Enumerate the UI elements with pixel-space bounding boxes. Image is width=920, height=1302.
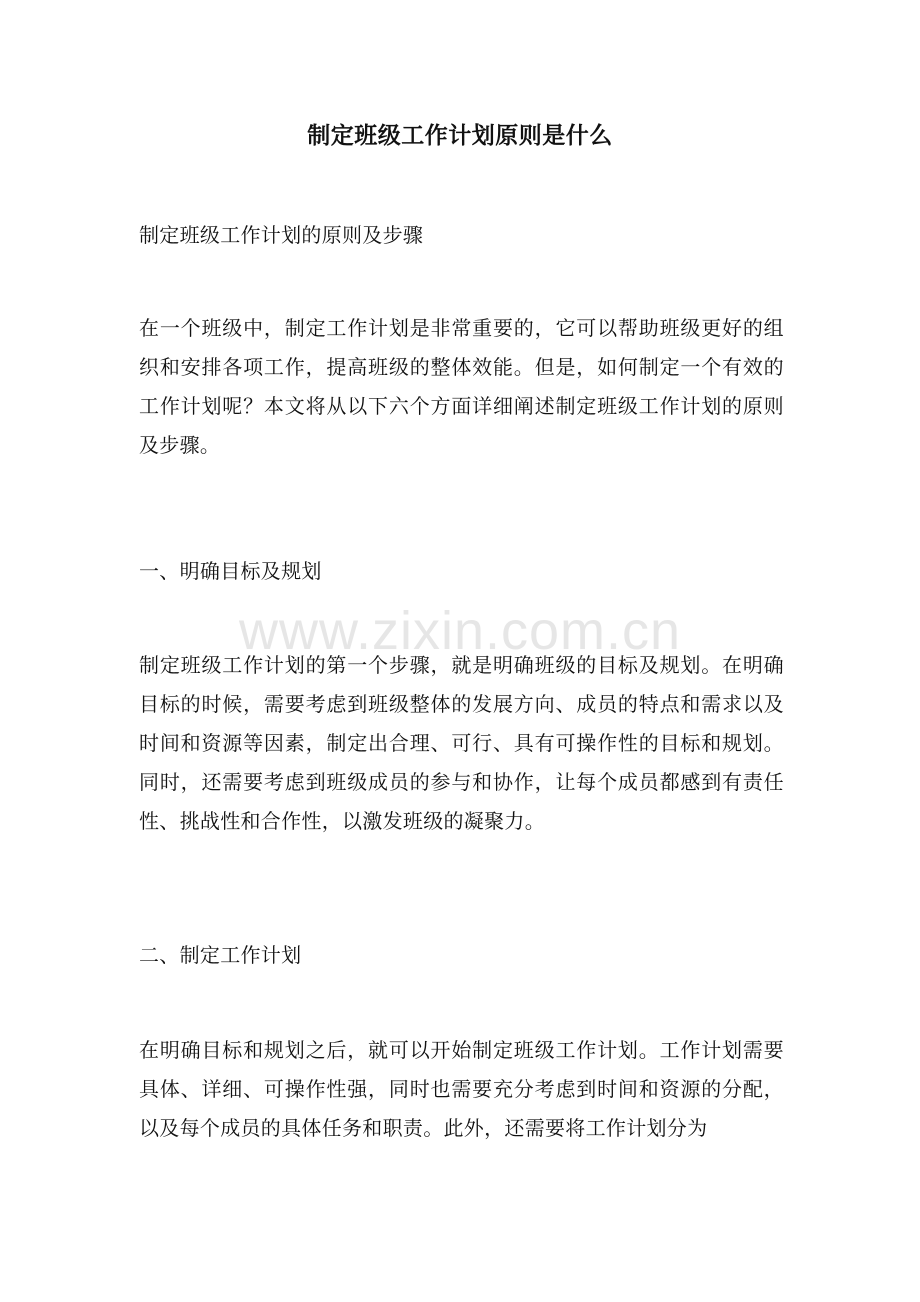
document-subtitle: 制定班级工作计划的原则及步骤 (139, 223, 424, 247)
watermark: www.zixin.com.cn (238, 601, 682, 661)
document-title: 制定班级工作计划原则是什么 (307, 122, 613, 149)
section-heading-2: 二、制定工作计划 (139, 943, 302, 967)
section-paragraph-2: 在明确目标和规划之后，就可以开始制定班级工作计划。工作计划需要具体、详细、可操作性强，同时也需要充分考虑到时间和资源的分配，以及每个成员的具体任务和职责。此外，还需要将工作计划分为 (139, 1038, 784, 1140)
section-heading-1: 一、明确目标及规划 (139, 559, 322, 583)
intro-paragraph: 在一个班级中，制定工作计划是非常重要的，它可以帮助班级更好的组织和安排各项工作，提高班级的整体效能。但是，如何制定一个有效的工作计划呢？本文将从以下六个方面详细阐述制定班级工作计划的原则及步骤。 (139, 316, 784, 457)
section-paragraph-1: 制定班级工作计划的第一个步骤，就是明确班级的目标及规划。在明确目标的时候，需要考虑到班级整体的发展方向、成员的特点和需求以及时间和资源等因素，制定出合理、可行、具有可操作性的目标和规划。同时，还需要考虑到班级成员的参与和协作，让每个成员都感到有责任性、挑战性和合作性，以激发班级的凝聚力。 (139, 653, 784, 833)
